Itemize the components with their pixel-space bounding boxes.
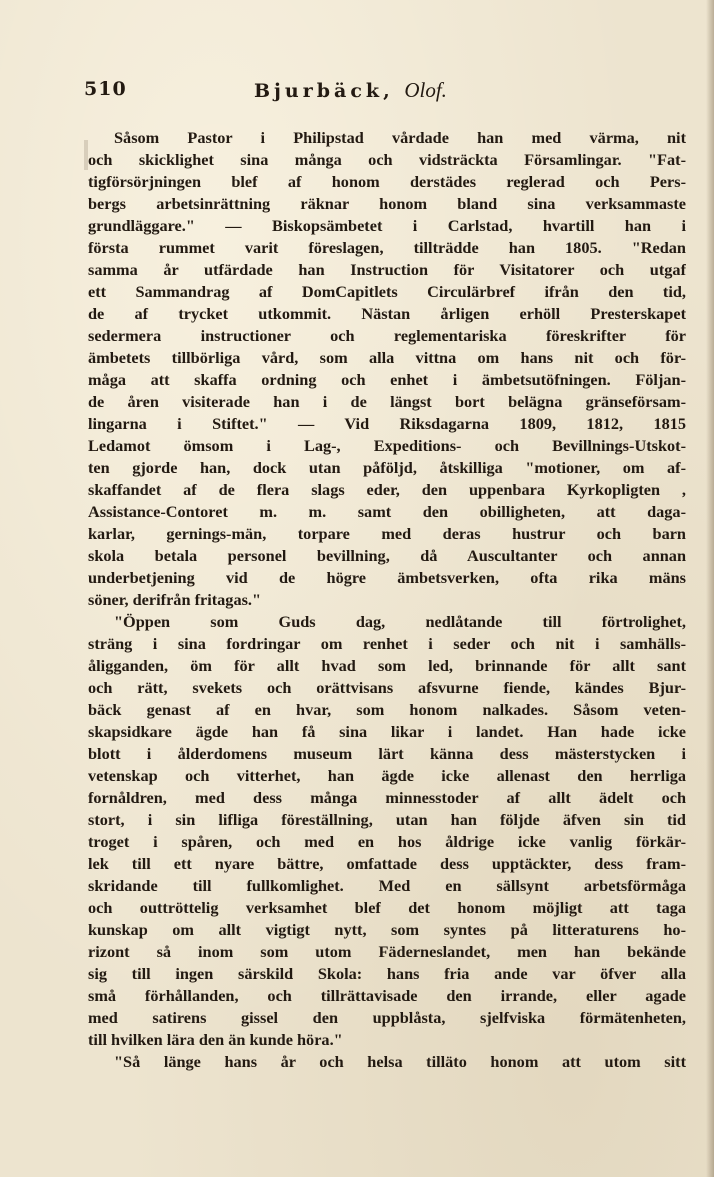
text-line: underbetjening vid de högre ämbetsverken, ofta rika mäns xyxy=(88,568,686,587)
text-line: skola betala personel bevillning, då Auscultanter och annan xyxy=(88,546,686,565)
text-line: och rätt, svekets och orättvisans afsvurne fiende, kändes Bjur- xyxy=(88,678,686,697)
text-line: och skicklighet sina många och vidsträckta Församlingar. "Fat- xyxy=(88,150,686,169)
text-line: rizont så inom som utom Fäderneslandet, men han bekände xyxy=(88,942,686,961)
page-number: 510 xyxy=(84,78,127,100)
text-line: de åren visiterade han i de längst bort belägna gränseförsam- xyxy=(88,392,686,411)
text-line: sedermera instructioner och reglementariska föreskrifter för xyxy=(88,326,686,345)
text-line: grundläggare." — Biskopsämbetet i Carlstad, hvartill han i xyxy=(88,216,686,235)
text-line: lek till ett nyare bättre, omfattade dess upptäckter, dess fram- xyxy=(88,854,686,873)
text-line: första rummet varit föreslagen, tillträdde han 1805. "Redan xyxy=(88,238,686,257)
text-line: lingarna i Stiftet." — Vid Riksdagarna 1809, 1812, 1815 xyxy=(88,414,686,433)
text-line: skaffandet af de flera slags eder, den uppenbara Kyrkopligten , xyxy=(88,480,686,499)
text-line: bergs arbetsinrättning räknar honom bland sina verksammaste xyxy=(88,194,686,213)
text-line: små förhållanden, och tillrättavisade den irrande, eller agade xyxy=(88,986,686,1005)
text-line: fornåldren, med dess många minnesstoder af allt ädelt och xyxy=(88,788,686,807)
text-line: "Öppen som Guds dag, nedlåtande till förtrolighet, xyxy=(114,612,686,631)
text-line: stort, i sin lifliga föreställning, utan han följde äfven sin tid xyxy=(88,810,686,829)
text-line: tigförsörjningen blef af honom derstädes reglerad och Pers- xyxy=(88,172,686,191)
text-line: söner, derifrån fritagas." xyxy=(88,590,262,609)
text-line: med satirens gissel den uppblåsta, sjelfviska förmätenheten, xyxy=(88,1008,686,1027)
page-header xyxy=(84,78,684,108)
text-line: till hvilken lära den än kunde höra." xyxy=(88,1030,343,1049)
text-line: åligganden, öm för allt hvad som led, brinnande för allt sant xyxy=(88,656,686,675)
text-line: karlar, gernings-män, torpare med deras hustrur och barn xyxy=(88,524,686,543)
text-line: Assistance-Contoret m. m. samt den obilligheten, att daga- xyxy=(88,502,686,521)
text-line: skapsidkare ägde han få sina likar i landet. Han hade icke xyxy=(88,722,686,741)
text-line: skridande till fullkomlighet. Med en sällsynt arbetsförmåga xyxy=(88,876,686,895)
text-line: samma år utfärdade han Instruction för Visitatorer och utgaf xyxy=(88,260,686,279)
text-line: sig till ingen särskild Skola: hans fria ande var öfver alla xyxy=(88,964,686,983)
text-line: ämbetets tillbörliga vård, som alla vittna om hans nit och för- xyxy=(88,348,686,367)
text-line: kunskap om allt vigtigt nytt, som syntes på litteraturens ho- xyxy=(88,920,686,939)
text-line: Såsom Pastor i Philipstad vårdade han med värma, nit xyxy=(114,128,686,147)
text-line: de af trycket utkommit. Nästan årligen erhöll Presterskapet xyxy=(88,304,686,323)
text-line: blott i ålderdomens museum lärt känna dess mästerstycken i xyxy=(88,744,686,763)
running-head-surname: Bjurbäck, xyxy=(254,80,394,102)
text-line: sträng i sina fordringar om renhet i seder och nit i samhälls- xyxy=(88,634,686,653)
page-edge-shadow xyxy=(706,0,714,1177)
text-line: "Så länge hans år och helsa tilläto honom att utom sitt xyxy=(114,1052,686,1071)
text-line: troget i spåren, och med en hos åldrige icke vanlig förkär- xyxy=(88,832,686,851)
running-head-forename: Olof. xyxy=(404,78,447,102)
text-line: Ledamot ömsom i Lag-, Expeditions- och Bevillnings-Utskot- xyxy=(88,436,686,455)
text-line: ett Sammandrag af DomCapitlets Circulärbref ifrån den tid, xyxy=(88,282,686,301)
text-line: vetenskap och vitterhet, han ägde icke allenast den herrliga xyxy=(88,766,686,785)
text-line: ten gjorde han, dock utan påföljd, åtskilliga "motioner, om af- xyxy=(88,458,686,477)
body-text xyxy=(88,127,686,1073)
running-head xyxy=(254,78,447,103)
text-line: och outtröttelig verksamhet blef det honom möjligt att taga xyxy=(88,898,686,917)
text-line: bäck genast af en hvar, som honom nalkades. Såsom veten- xyxy=(88,700,686,719)
text-line: måga att skaffa ordning och enhet i ämbetsutöfningen. Följan- xyxy=(88,370,686,389)
